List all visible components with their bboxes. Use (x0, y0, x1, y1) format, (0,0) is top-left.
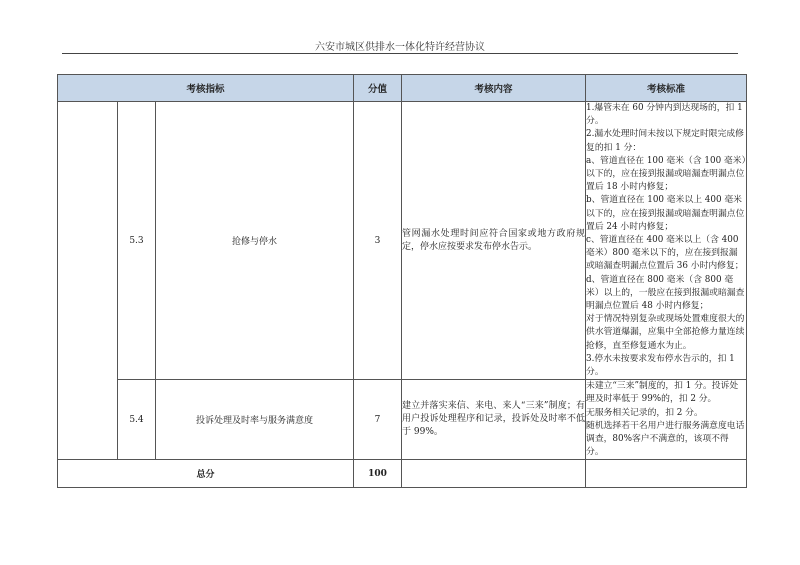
header-divider (62, 53, 738, 54)
standard-line: c、管道直径在 400 毫米以上（含 400 毫米）800 毫米以下的，应在接到报漏或暗漏查明漏点位置后 36 小时内修复； (586, 235, 744, 272)
total-content-empty (402, 460, 586, 488)
table-row (58, 102, 747, 380)
column-header-content: 考核内容 (402, 75, 586, 102)
standard-line: b、管道直径在 100 毫米以上 400 毫米以下的，应在接到报漏或暗漏查明漏点位置后 24 小时内修复； (586, 195, 745, 232)
row-standard (586, 102, 747, 380)
standard-line: d、管道直径在 800 毫米（含 800 毫米）以上的，一般应在接到报漏或暗漏查明漏点位置后 48 小时内修复； (586, 274, 745, 312)
total-standard-empty (586, 460, 747, 488)
total-row (58, 460, 747, 488)
standard-line: 1.爆管未在 60 分钟内到达现场的，扣 1 分。 (586, 103, 743, 127)
standard-line: 2.漏水处理时间未按以下规定时限完成修复的扣 1 分： (586, 129, 744, 153)
total-score: 100 (354, 460, 402, 488)
row-standard (586, 380, 747, 460)
standard-line: 无服务相关记录的，扣 2 分。 (586, 407, 703, 418)
standard-line: 未建立“三来”制度的，扣 1 分。投诉处理及时率低于 99%的，扣 2 分。 (586, 381, 739, 405)
row-score: 7 (354, 380, 402, 460)
document-header-title: 六安市城区供排水一体化特许经营协议 (315, 42, 485, 53)
assessment-table (57, 74, 747, 488)
column-header-indicator: 考核指标 (58, 75, 354, 102)
row-indicator: 抢修与停水 (156, 102, 354, 380)
row-number: 5.4 (118, 380, 156, 460)
row-indicator: 投诉处理及时率与服务满意度 (156, 380, 354, 460)
table-row (58, 380, 747, 460)
column-header-score: 分值 (354, 75, 402, 102)
column-header-standard: 考核标准 (586, 75, 747, 102)
row-content: 管网漏水处理时间应符合国家或地方政府规定，停水应按要求发布停水告示。 (402, 102, 586, 380)
group-cell (58, 102, 118, 460)
standard-line: 3.停水未按要求发布停水告示的，扣 1 分。 (586, 353, 735, 378)
row-number: 5.3 (118, 102, 156, 380)
total-label: 总分 (58, 460, 354, 488)
row-score: 3 (354, 102, 402, 380)
standard-line: 对于情况特别复杂或现场处置难度很大的供水管道爆漏，应集中全部抢修力量连续抢修，直至修复通水为止。 (586, 314, 745, 351)
standard-line: a、管道直径在 100 毫米（含 100 毫米）以下的，应在接到报漏或暗漏查明漏点位置后 18 小时内修复； (586, 155, 746, 193)
table-header-row (58, 75, 747, 102)
standard-line: 随机选择若干名用户进行服务满意度电话调查，80%客户不满意的，该项不得分。 (586, 420, 745, 458)
row-content: 建立并落实来信、来电、来人“三来”制度；有用户投诉处理程序和记录，投诉处及时率不低于 99%。 (402, 380, 586, 460)
